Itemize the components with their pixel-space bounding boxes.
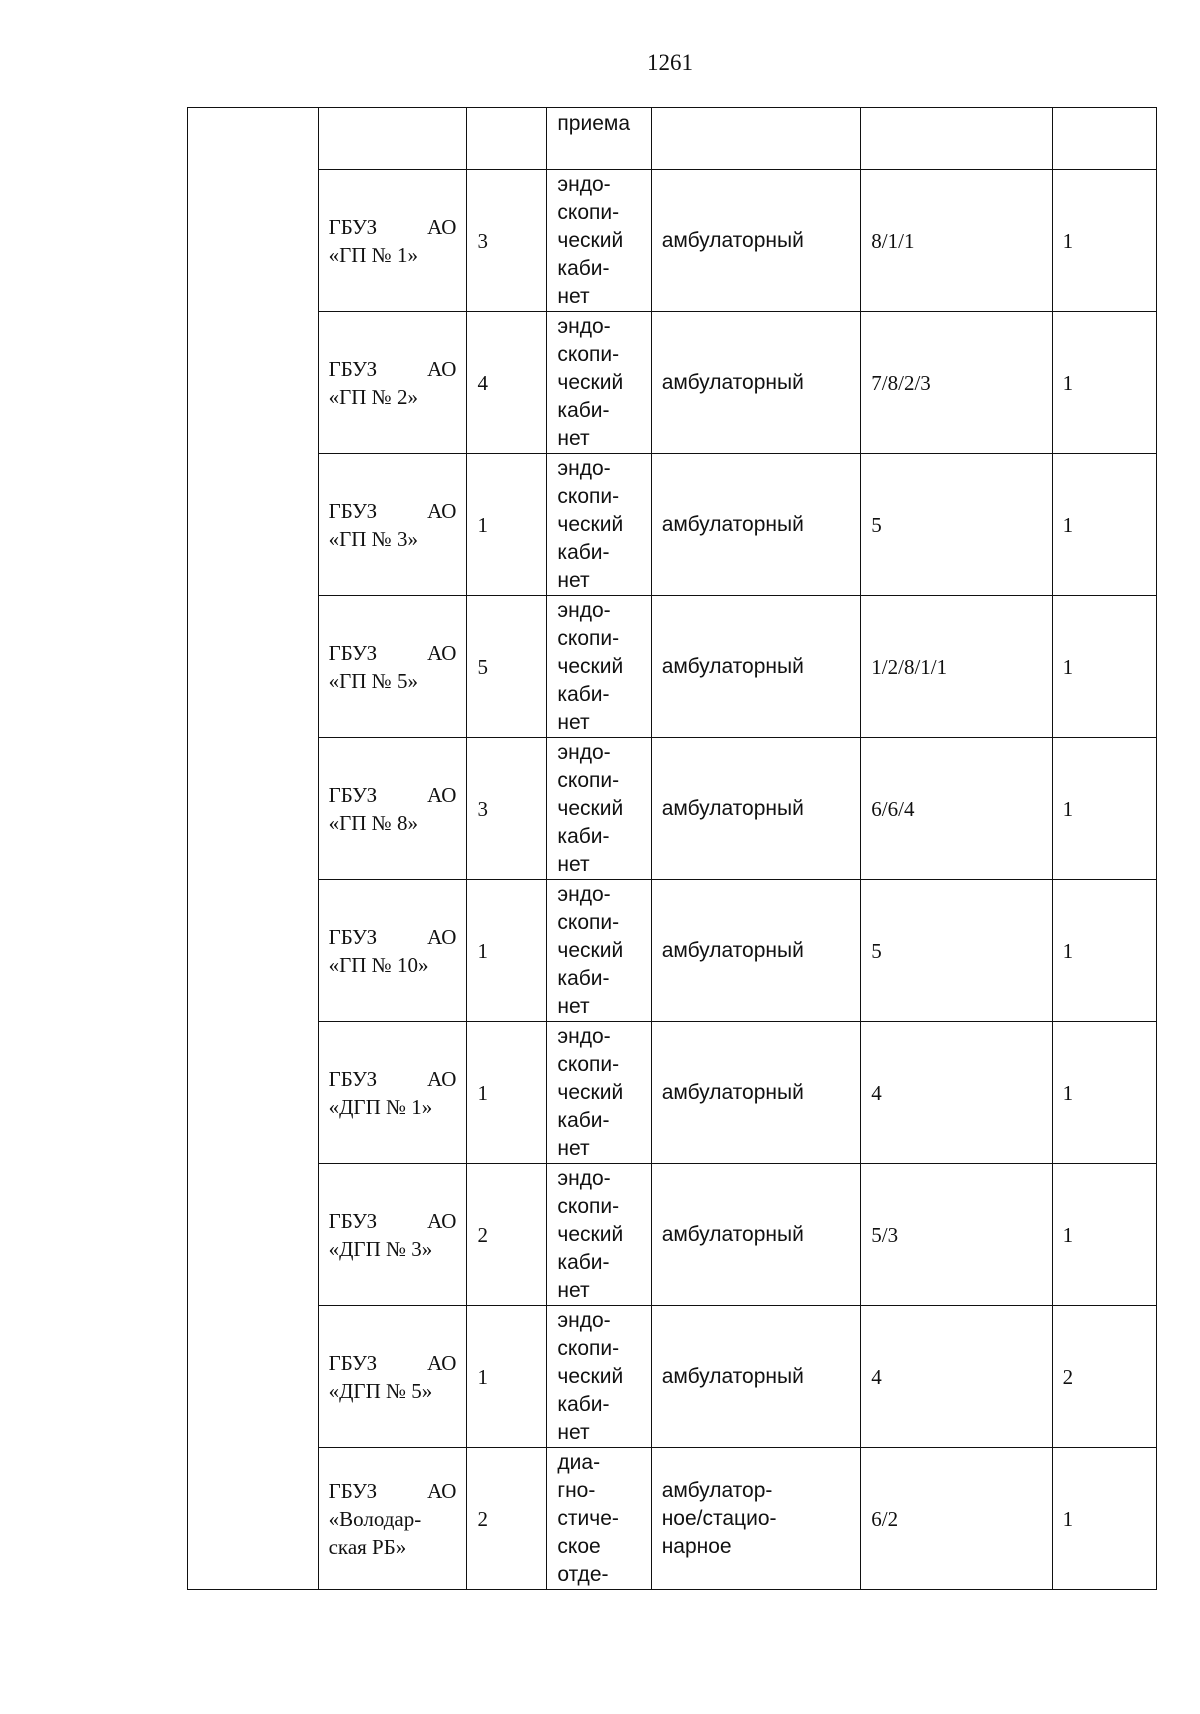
table-row — [188, 1164, 1157, 1306]
org-name-part: АО — [427, 1350, 457, 1375]
last-text: 1 — [1062, 938, 1074, 963]
org-name-part: ГБУЗ — [328, 640, 378, 665]
count-cell — [467, 108, 547, 170]
last-cell — [1052, 454, 1156, 596]
table-row — [188, 738, 1157, 880]
org-name-part: «ГП № 5» — [328, 668, 418, 693]
org-name-part: АО — [427, 498, 457, 523]
org-name-part: АО — [427, 782, 457, 807]
org-name-part: «ДГП № 1» — [328, 1094, 433, 1119]
org-cell — [318, 1448, 467, 1590]
last-cell — [1052, 880, 1156, 1022]
table-row — [188, 880, 1157, 1022]
type-text: эндо- скопи- ческий каби- нет — [557, 1024, 624, 1160]
last-text: 1 — [1062, 370, 1074, 395]
org-name-part: ГБУЗ — [328, 1208, 378, 1233]
count-cell — [467, 1306, 547, 1448]
type-text: эндо- скопи- ческий каби- нет — [557, 1166, 624, 1302]
mode-cell — [651, 596, 861, 738]
last-cell — [1052, 596, 1156, 738]
count-cell — [467, 1448, 547, 1590]
mode-text: амбулаторный — [661, 370, 804, 394]
last-text: 1 — [1062, 654, 1074, 679]
mode-text: амбулаторный — [661, 1080, 804, 1104]
type-cell — [547, 1022, 651, 1164]
code-cell — [861, 170, 1052, 312]
type-text: эндо- скопи- ческий каби- нет — [557, 456, 624, 592]
org-name-part: «ДГП № 3» — [328, 1236, 433, 1261]
count-cell — [467, 880, 547, 1022]
org-cell — [318, 880, 467, 1022]
mode-text: амбулаторный — [661, 228, 804, 252]
org-cell — [318, 738, 467, 880]
org-name-part: ГБУЗ — [328, 1350, 378, 1375]
org-name-part: ГБУЗ — [328, 924, 378, 949]
type-text: эндо- скопи- ческий каби- нет — [557, 314, 624, 450]
mode-cell — [651, 108, 861, 170]
type-text: эндо- скопи- ческий каби- нет — [557, 172, 624, 308]
mode-cell — [651, 880, 861, 1022]
org-cell — [318, 312, 467, 454]
type-cell — [547, 170, 651, 312]
code-cell — [861, 596, 1052, 738]
page-number: 1261 — [647, 50, 693, 75]
org-name-part: ГБУЗ — [328, 356, 378, 381]
mode-text: амбулаторный — [661, 512, 804, 536]
mode-text: амбулаторный — [661, 654, 804, 678]
mode-cell — [651, 1022, 861, 1164]
mode-text: амбулаторный — [661, 1222, 804, 1246]
type-cell — [547, 596, 651, 738]
org-name-part: АО — [427, 356, 457, 381]
code-text: 7/8/2/3 — [871, 370, 931, 395]
org-cell — [318, 1164, 467, 1306]
mode-cell — [651, 1164, 861, 1306]
org-name-part: ГБУЗ — [328, 1478, 378, 1503]
org-cell — [318, 1306, 467, 1448]
count-text: 2 — [477, 1506, 488, 1531]
type-cell — [547, 738, 651, 880]
count-text: 4 — [477, 370, 488, 395]
code-cell — [861, 1164, 1052, 1306]
code-text: 4 — [871, 1080, 882, 1105]
type-cell — [547, 108, 651, 170]
type-cell — [547, 1306, 651, 1448]
org-name-part: АО — [427, 1066, 457, 1091]
last-cell — [1052, 1022, 1156, 1164]
table-row — [188, 1448, 1157, 1590]
last-text: 1 — [1062, 1080, 1074, 1105]
type-cell — [547, 312, 651, 454]
count-text: 2 — [477, 1222, 488, 1247]
code-text: 5/3 — [871, 1222, 899, 1247]
code-cell — [861, 880, 1052, 1022]
count-text: 1 — [477, 1364, 488, 1389]
last-text: 1 — [1062, 228, 1074, 253]
code-cell — [861, 108, 1052, 170]
org-name-part: «ГП № 3» — [328, 526, 418, 551]
code-text: 5 — [871, 512, 882, 537]
org-cell — [318, 108, 467, 170]
mode-cell — [651, 312, 861, 454]
mode-cell — [651, 738, 861, 880]
table-row — [188, 596, 1157, 738]
last-text: 2 — [1062, 1364, 1074, 1389]
org-name-part: ГБУЗ — [328, 498, 378, 523]
code-text: 8/1/1 — [871, 228, 915, 253]
count-cell — [467, 1164, 547, 1306]
org-name-part: «ГП № 8» — [328, 810, 418, 835]
org-cell — [318, 596, 467, 738]
data-table — [187, 107, 1157, 1590]
table-row — [188, 312, 1157, 454]
org-name-part: АО — [427, 924, 457, 949]
count-text: 5 — [477, 654, 488, 679]
mode-cell — [651, 170, 861, 312]
count-text: 1 — [477, 938, 488, 963]
code-text: 6/2 — [871, 1506, 899, 1531]
type-text: диа- гно- стиче- ское отде- — [557, 1450, 619, 1586]
code-cell — [861, 1306, 1052, 1448]
type-cell — [547, 454, 651, 596]
org-name-part: «ГП № 1» — [328, 242, 418, 267]
count-cell — [467, 1022, 547, 1164]
code-text: 6/6/4 — [871, 796, 915, 821]
mode-text: амбулаторный — [661, 796, 804, 820]
last-cell — [1052, 1448, 1156, 1590]
last-cell — [1052, 1306, 1156, 1448]
org-name-part: АО — [427, 1208, 457, 1233]
code-cell — [861, 1022, 1052, 1164]
org-cell — [318, 170, 467, 312]
count-text: 3 — [477, 228, 488, 253]
type-cell — [547, 1164, 651, 1306]
count-text: 3 — [477, 796, 488, 821]
code-cell — [861, 1448, 1052, 1590]
mode-text: амбулаторный — [661, 938, 804, 962]
last-text: 1 — [1062, 1506, 1074, 1531]
org-cell — [318, 1022, 467, 1164]
last-cell — [1052, 1164, 1156, 1306]
org-name-part: АО — [427, 640, 457, 665]
type-cell — [547, 1448, 651, 1590]
org-name-part: «ГП № 2» — [328, 384, 418, 409]
org-cell — [318, 454, 467, 596]
count-text: 1 — [477, 1080, 488, 1105]
org-name-part: «ДГП № 5» — [328, 1378, 433, 1403]
last-cell — [1052, 312, 1156, 454]
org-name-part: ГБУЗ — [328, 782, 378, 807]
type-text: эндо- скопи- ческий каби- нет — [557, 1308, 624, 1444]
type-text: приема — [557, 112, 630, 135]
last-cell — [1052, 170, 1156, 312]
count-cell — [467, 454, 547, 596]
table-row — [188, 454, 1157, 596]
code-text: 4 — [871, 1364, 882, 1389]
mode-cell — [651, 1306, 861, 1448]
mode-text: амбулатор- ное/стацио- нарное — [661, 1478, 777, 1558]
last-text: 1 — [1062, 512, 1074, 537]
mode-cell — [651, 454, 861, 596]
last-text: 1 — [1062, 1222, 1074, 1247]
count-cell — [467, 170, 547, 312]
last-text: 1 — [1062, 796, 1074, 821]
type-text: эндо- скопи- ческий каби- нет — [557, 598, 624, 734]
table-row — [188, 1306, 1157, 1448]
type-text: эндо- скопи- ческий каби- нет — [557, 882, 624, 1018]
mode-text: амбулаторный — [661, 1364, 804, 1388]
org-name-part: ГБУЗ — [328, 1066, 378, 1091]
count-cell — [467, 738, 547, 880]
last-cell — [1052, 738, 1156, 880]
mode-cell — [651, 1448, 861, 1590]
code-text: 1/2/8/1/1 — [871, 654, 948, 679]
type-text: эндо- скопи- ческий каби- нет — [557, 740, 624, 876]
blank-column-cell — [188, 108, 319, 1590]
table-row-top — [188, 108, 1157, 170]
code-cell — [861, 454, 1052, 596]
type-cell — [547, 880, 651, 1022]
org-name-part: АО — [427, 1478, 457, 1503]
code-cell — [861, 312, 1052, 454]
code-cell — [861, 738, 1052, 880]
last-cell — [1052, 108, 1156, 170]
count-text: 1 — [477, 512, 488, 537]
count-cell — [467, 596, 547, 738]
code-text: 5 — [871, 938, 882, 963]
org-name-part: АО — [427, 214, 457, 239]
table-row — [188, 170, 1157, 312]
org-name-part: «ГП № 10» — [328, 952, 429, 977]
count-cell — [467, 312, 547, 454]
org-name-part: ГБУЗ — [328, 214, 378, 239]
org-name-part: «Володар- ская РБ» — [328, 1506, 422, 1559]
table-row — [188, 1022, 1157, 1164]
